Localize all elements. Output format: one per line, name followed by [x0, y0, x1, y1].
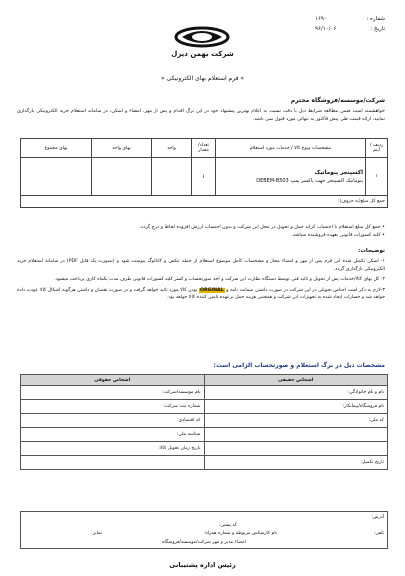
table-row: [21, 428, 388, 442]
items-table: [20, 138, 388, 208]
form-title: « فرم استعلام بهای الکترونیکی »: [160, 75, 245, 82]
col-desc: مشخصات ونوع کالا / خدمات مورد استعلام: [216, 139, 366, 158]
cell-total: [21, 158, 92, 196]
date-label: تاریخ :: [370, 26, 385, 32]
contact-box: [20, 511, 388, 549]
stamp-label: امضاء مدیر و مهر شرکت/موسسه/فروشگاه: [162, 540, 246, 545]
cell-index: ۱: [366, 158, 388, 196]
item-name: اکسپنجر پنوماتیک: [314, 169, 363, 176]
legal-field: شناسه ملی:: [21, 428, 205, 442]
explanation-2: ۲- کل بهای کالا/خدمات پس از تحویل و تائید فنی توسط دستگاه نظارت این شرکت و اخذ صورتحساب و کسر کلیه کسورات قانونی ظرف مدت یکماه کاری پرداخت میشود.: [54, 277, 385, 282]
table-row: [21, 414, 388, 428]
cell-qty: ۱: [192, 158, 216, 196]
address-row: [18, 515, 384, 520]
legal-field: تاریخ زمان تحویل کالا:: [21, 442, 205, 456]
col-legal-persons: اشخاص حقوقی: [21, 375, 205, 386]
real-field: نام فروشگاه/پیمانکار:: [204, 400, 388, 414]
staff-label: نام کارشناس مربوطه و شماره همراه:: [203, 531, 277, 536]
col-row: ردیف / آیتم: [366, 139, 388, 158]
real-field: [204, 428, 388, 442]
table-row: [21, 158, 388, 196]
stamp-row: [21, 540, 387, 545]
date-value: ۹۶/۱۰/۰۶: [315, 26, 337, 32]
notes: [17, 224, 385, 240]
company-name: شرکت بهمن دیزل: [171, 50, 234, 58]
cell-unit: [152, 158, 192, 196]
item-detail: پنوماتیک اکسپنجر جهت باکسر پمپ DEBEM-B503: [256, 177, 363, 184]
col-total: بهای مجموع: [21, 139, 92, 158]
legal-field: کد اقتصادی:: [21, 414, 205, 428]
explanations-title: توضیحات:: [358, 248, 385, 254]
phone-label: تلفن:: [373, 531, 384, 536]
legal-field: [21, 456, 205, 470]
number-label: شماره :: [366, 16, 385, 22]
signature-title: رئیس اداره پشتیبانی: [169, 561, 236, 569]
table-row: [21, 456, 388, 470]
fax-label: نمابر:: [91, 531, 102, 536]
real-field: تاریخ تکمیل:: [204, 456, 388, 470]
table-row: [21, 386, 388, 400]
note-line-1: • جمع کل مبلغ استعلام با احتساب کرایه حمل و تحویل در محل این شرکت و بدون احتساب ارزش افزوده لحاظ و درج گردد.: [139, 225, 385, 230]
note-line-2: • کلیه کسورات قانونی بعهده فروشنده میباشد.: [291, 233, 385, 238]
address-label: آدرس:: [371, 515, 384, 520]
col-qty: تعداد/ مقدار: [192, 139, 216, 158]
intro-text: خواهشمند است ضمن مطالعه شرایط ذیل با دقت نسبت به اعلام بهترین پیشنهاد خود در این برگ اقدام و پس از مهر، امضاء و اسکن، در سامانه استعلام خرید الکترونیکی بارگذاری نمایید، ارائه قیمت طی پیش فاکتور به تنهائی مورد قبول نمی باشد.: [17, 109, 385, 122]
real-field: نام و نام خانوادگی:: [204, 386, 388, 400]
legal-field: شماره ثبت شرکت:: [21, 400, 205, 414]
cell-desc: [216, 158, 366, 196]
sum-in-words: جمع کل مبلغ(به حروف):: [21, 196, 388, 208]
col-unit: واحد: [152, 139, 192, 158]
company-logo-icon: [172, 25, 232, 49]
supplier-info-table: [20, 374, 388, 470]
number-value: ۱۶۹۰: [315, 16, 327, 22]
explanations: [17, 258, 385, 302]
explanation-3: [17, 287, 385, 302]
table-row: [21, 442, 388, 456]
real-field: کد ملی:: [204, 414, 388, 428]
explanation-3-start: ۳-لازم به ذکر است اجناس تحویلی در این شرکت در صورت داشتن ضمانت نامه و: [226, 287, 385, 293]
col-real-persons: اشخاص حقیقی: [204, 375, 388, 386]
original-highlight: ORGINAL: [199, 287, 224, 293]
table-row: [21, 400, 388, 414]
cell-unit-price: [92, 158, 152, 196]
salutation: شرکت/موسسه/فروشگاه محترم: [290, 97, 385, 104]
legal-field: نام موسسه/شرکت:: [21, 386, 205, 400]
explanation-3-end: بودن کالا مورد تائید خواهد گرفت و در صورت نقصان و داشتن هرگونه اشکال کالا عودت داده خواهد شد و خسارات ایجاد شده به تجهیزات این شرکت و همچنین هزینه حمل برعهده تامین کننده کالا خواهد بود.: [17, 287, 385, 300]
explanation-1: ۱- اسکن تکمیل شده این فرم پس از مهر و امضاء مجاز و مشخصات کامل موضوع استعلام از جمله عکس و کاتالوگ پیوست شود و (بصورت یک فایل PDF) در سامانه استعلام خرید الکترونیکی بارگذاری گردد.: [17, 259, 386, 272]
real-field: [204, 442, 388, 456]
postal-code-label: کد پستی:: [218, 523, 237, 528]
document-meta: [315, 14, 385, 34]
col-unit-price: بهای واحد: [92, 139, 152, 158]
supplier-section-title: مشخصات ذیل در برگ استعلام و صورتحساب الزامی است:: [213, 362, 385, 369]
